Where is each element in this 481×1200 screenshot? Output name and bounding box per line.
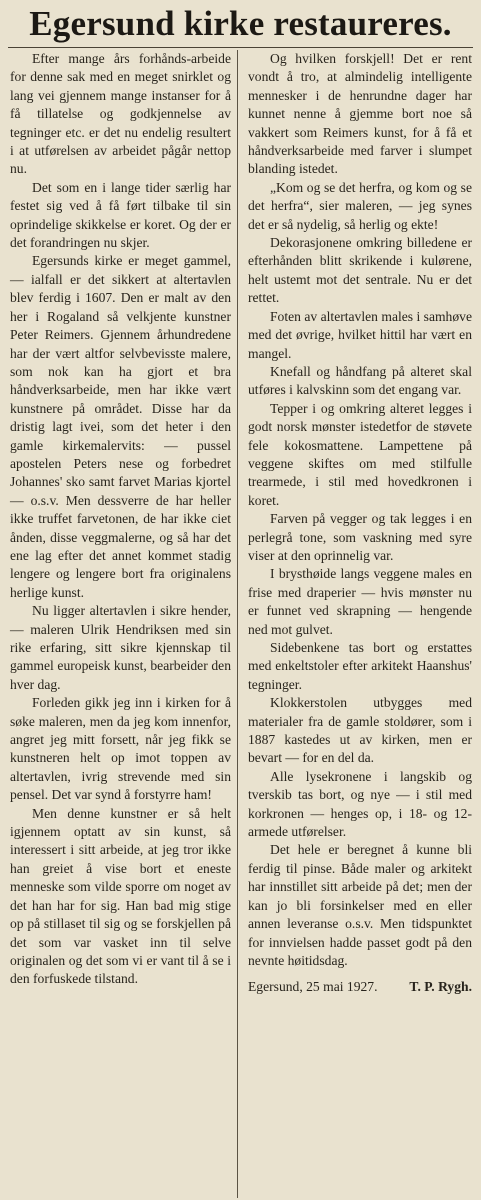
article-headline: Egersund kirke restaureres. <box>29 4 452 43</box>
left-paragraph: Det som en i lange tider særlig har festet sig ved å få ført tilbake til sin oprindelige skikkelse er koret. Og der er det forandringen nu skjer. <box>10 179 231 251</box>
right-column <box>248 50 472 997</box>
right-paragraph: Farven på vegger og tak legges i en perlegrå tone, som vaskning med syre viser at den oprinnelig var. <box>248 511 472 563</box>
right-paragraph: Klokkerstolen utbygges med materialer fra de gamle stoldører, som i 1887 kastedes ut av kirken, men er bevart — for en del da. <box>248 695 472 766</box>
left-column <box>10 50 231 989</box>
right-paragraph: Det hele er beregnet å kunne bli ferdig til pinse. Både maler og arkitekt har innstillet sitt arbeide på det; men der kan jo bli forsinkelser med en eller annen leveranse o.s.v. Men tidspunktet for innvielsen hadde passet godt på den nevnte høitidsdag. <box>248 842 472 968</box>
right-paragraph: „Kom og se det herfra, og kom og se det herfra“, sier maleren, — jeg synes det er så nydelig, så herlig og ekte! <box>248 179 472 232</box>
left-paragraph: Egersunds kirke er meget gammel, — ialfall er det sikkert at altertavlen blev ferdig i 1607. Den er malt av den her i Rogaland så velkjente kunstner Peter Reimers. Gjennem århundredene har der vært altfor selvbevisste malere, som nok kan ha gjort et bra håndverksarbeide, men har ikke vært kunstnere på området. Disse har da dristig lagt ivei, som det heter i den gamle kirkemalervits: — pussel apostelen Peters nese og forbedret Johannes' sko samt farvet Marias kjortel — o.s.v. Men dessverre de har heller ikke truffet farvetonen, de har ikke ciet ånden, disse veggmalerne, og så har det ene lag efter det annet kommet stadig lengere og lengere bort fra originalens herlige kunst. <box>10 253 231 600</box>
column-divider <box>237 50 238 1198</box>
left-paragraph: Efter mange års forhånds-arbeide for denne sak med en meget snirklet og lang vei gjennem mange instanser for å få tillatelse og godkjennelse av tegninger etc. er det nu endelig resultert i at utførelsen av arbeidet pågår nettop nu. <box>10 51 231 177</box>
headline-rule <box>8 47 473 48</box>
left-paragraph: Forleden gikk jeg inn i kirken for å søke maleren, men da jeg kom innenfor, angret jeg mitt forsett, når jeg fikk se kunstneren helt op imot toppen av altertavlen, ivrig strevende med sin pensel. Det var synd å forstyrre ham! <box>10 695 231 803</box>
author-signature: T. P. Rygh. <box>409 979 472 995</box>
right-paragraph: I brysthøide langs veggene males en frise med draperier — hvis mønster nu er funnet ved skrapning — hengende ned mot gulvet. <box>248 566 472 637</box>
right-paragraph: Tepper i og omkring alteret legges i godt norsk mønster istedetfor de støvete fele kokosmattene. Lampettene på veggene skiftes om med stilfulle trearmede, i stil med hovedkronen i koret. <box>248 400 472 508</box>
signature-row <box>248 978 472 996</box>
right-paragraph: Foten av altertavlen males i samhøve med det øvrige, hvilket hittil har vært en mangel. <box>248 308 472 361</box>
dateline: Egersund, 25 mai 1927. <box>248 979 378 995</box>
left-paragraph: Men denne kunstner er så helt igjennem optatt av sin kunst, så interessert i sitt arbeide, at jeg tror ikke han greiet å vise bort et eneste menneske som vilde sporre om noget av det han har for sig. Han bad mig stige op på stillaset til sig og se forskjellen på det som var vasket inn til selve originalen og det som vi er vant til å se i den forfuskede tilstand. <box>10 805 231 987</box>
right-paragraph: Sidebenkene tas bort og erstattes med enkeltstoler efter arkitekt Haanshus' tegninger. <box>248 640 472 692</box>
left-paragraph: Nu ligger altertavlen i sikre hender, — maleren Ulrik Hendriksen med sin rike erfaring, sitt sikre kjennskap til gammel europeisk kunst, bearbeider den hver dag. <box>10 603 231 692</box>
right-paragraph: Og hvilken forskjell! Det er rent vondt å tro, at almindelig intelligente mennesker i de henrundne dager har kunnet nenne å gjemme bort noe så vakkert som Reimers kunst, for å få et håndverksarbeide med farver i slumpet blanding istedet. <box>248 51 472 177</box>
right-paragraph: Alle lysekronene i langskib og tverskib tas bort, og nye — i stil med korkronen — henges op, i 18- og 12-armede utførelser. <box>248 768 472 840</box>
right-paragraph: Knefall og håndfang på alteret skal utføres i kalvskinn som det engang var. <box>248 363 472 398</box>
right-paragraph: Dekorasjonene omkring billedene er efterhånden blitt skrikende i kulørene, helt ustemt mot det sentrale. Nu er det rettet. <box>248 235 472 306</box>
